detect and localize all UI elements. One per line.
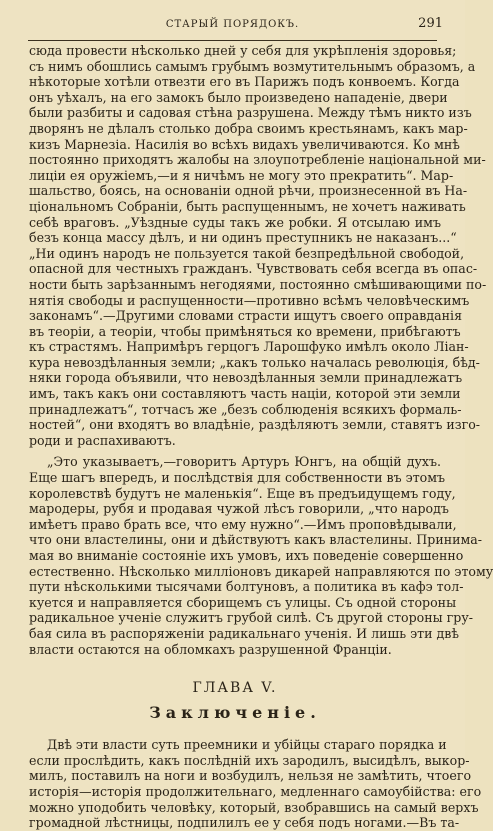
text-line: ностей“, они входятъ во владѣніе, раздѣляютъ земли, ставятъ изго- bbox=[29, 417, 481, 433]
header-rule bbox=[28, 40, 437, 41]
text-line: естественно. Нѣсколько милліоновъ дикарей направляются по этому bbox=[29, 563, 493, 579]
text-line: шальство, боясь, на основаніи одной рѣчи, произнесенной въ На- bbox=[29, 183, 468, 199]
page-number: 291 bbox=[418, 16, 443, 31]
text-line: онъ уѣхалъ, на его замокъ было произведено нападеніе, двери bbox=[29, 89, 448, 105]
paragraph-3 bbox=[29, 737, 482, 831]
text-line: дворянъ не дѣлалъ столько добра своимъ крестьянамъ, какъ мар- bbox=[29, 120, 468, 136]
text-line: опасной для честныхъ гражданъ. Чувствовать себя всегда въ опас- bbox=[29, 261, 478, 277]
text-line: законамъ“.—Другими словами страсти ищутъ своего оправданія bbox=[29, 308, 463, 324]
text-line: къ страстямъ. Напримѣръ герцогъ Ларошфуко имѣлъ около Ліан- bbox=[29, 339, 469, 355]
text-line: „Это указываетъ,—говоритъ Артуръ Юнгъ, на общій духъ. bbox=[47, 454, 441, 470]
text-line: сюда провести нѣсколько дней у себя для укрѣпленія здоровья; bbox=[29, 43, 457, 58]
text-line: нятія свободы и распущенности—противно всѣмъ человѣческимъ bbox=[29, 292, 470, 308]
text-line: громадной лѣстницы, подпилилъ ее у себя подъ ногами.—Въ та- bbox=[29, 815, 460, 831]
text-line: можно уподобить человѣку, который, взобравшись на самый верхъ bbox=[29, 799, 479, 815]
text-line: съ нимъ обошлись самымъ грубымъ возмутительнымъ образомъ, а bbox=[29, 58, 476, 74]
text-line: лиціи ея оружіемъ,—и я ничѣмъ не могу это прекратить“. Мар- bbox=[29, 167, 454, 183]
text-line: Еще шагъ впередъ, и послѣдствія для собственности въ этомъ bbox=[29, 470, 446, 486]
text-line: няки города объявили, что невоздѣланныя земли принадлежатъ bbox=[29, 370, 463, 386]
text-line: что они властелины, они и дѣйствуютъ какъ властелины. Принима- bbox=[29, 532, 483, 548]
running-title: СТАРЫЙ ПОРЯДОКЪ. bbox=[165, 19, 300, 30]
text-line: имѣетъ право брать все, что ему нужно“.—Имъ проповѣдывали, bbox=[29, 516, 457, 532]
text-line: безъ конца массу дѣлъ, и ни одинъ преступникъ не наказанъ...“ bbox=[29, 230, 457, 246]
text-line: исторія—исторія продолжительнаго, медленнаго самоубійства: его bbox=[29, 783, 482, 799]
text-line: бая сила въ распоряженіи радикальнаго ученія. И лишь эти двѣ bbox=[29, 625, 459, 641]
text-line: были разбиты и садовая стѣна разрушена. Между тѣмъ никто изъ bbox=[29, 105, 472, 121]
chapter-heading: ГЛАВА V. bbox=[192, 680, 278, 697]
text-line: если прослѣдить, какъ послѣдній ихъ зародилъ, высидѣлъ, выкор- bbox=[29, 752, 470, 768]
text-line: королевствѣ будутъ не маленькія“. Еще въ предъидущемъ году, bbox=[29, 485, 456, 501]
text-line: постоянно приходятъ жалобы на злоупотребленіе національной ми- bbox=[29, 152, 486, 168]
text-line: куется и направляется сборищемъ съ улицы. Съ одной стороны bbox=[29, 594, 457, 610]
page-header bbox=[0, 0, 465, 44]
text-line: мая во вниманіе состояніе ихъ умовъ, ихъ поведеніе совершенно bbox=[29, 548, 464, 563]
text-line: принадлежатъ“, тотчасъ же „безъ соблюденія всякихъ формаль- bbox=[29, 401, 462, 417]
text-line: власти остаются на обломкахъ разрушенной Франціи. bbox=[29, 641, 392, 657]
text-line: Двѣ эти власти суть преемники и убійцы стараго порядка и bbox=[47, 737, 447, 753]
paragraph-2 bbox=[29, 454, 493, 657]
text-line: роди и распахиваютъ. bbox=[29, 432, 176, 448]
text-line: мародеры, рубя и продавая чужой лѣсъ говорили, „что народъ bbox=[29, 501, 449, 517]
text-line: милъ, поставилъ на ноги и возбудилъ, нельзя не замѣтить, чтоего bbox=[29, 768, 472, 784]
text-line: радикальное ученіе служитъ грубой силѣ. Съ другой стороны гру- bbox=[29, 610, 474, 626]
text-line: себѣ враговъ. „Уѣздные суды такъ же робки. Я отсылаю имъ bbox=[29, 214, 441, 230]
text-line: кура невоздѣланныя земли; „какъ только началась революція, бѣд- bbox=[29, 354, 480, 370]
text-line: нѣкоторые хотѣли отвезти его въ Парижъ подъ конвоемъ. Когда bbox=[29, 74, 460, 90]
text-line: кизъ Марнезіа. Насилія во всѣхъ видахъ увеличиваются. Ко мнѣ bbox=[29, 136, 460, 152]
text-line: ціональномъ Собраніи, быть распущеннымъ, не хочетъ наживать bbox=[29, 198, 466, 214]
text-line: ности быть зарѣзаннымъ негодяями, постоянно смѣшивающими по- bbox=[29, 276, 487, 292]
page-body bbox=[29, 43, 493, 831]
text-line: „Ни одинъ народъ не пользуется такой безпредѣльной свободой, bbox=[29, 245, 465, 261]
text-line: пути нѣсколькими тысячами болтуновъ, а политика въ кафэ тол- bbox=[29, 579, 464, 595]
chapter-subtitle: Заключеніе. bbox=[149, 703, 321, 723]
paragraph-1 bbox=[29, 43, 487, 448]
text-line: имъ, такъ какъ они составляютъ часть націи, которой эти земли bbox=[29, 386, 461, 402]
text-line: въ теоріи, а теоріи, чтобы примѣняться ко времени, прибѣгаютъ bbox=[29, 323, 461, 339]
